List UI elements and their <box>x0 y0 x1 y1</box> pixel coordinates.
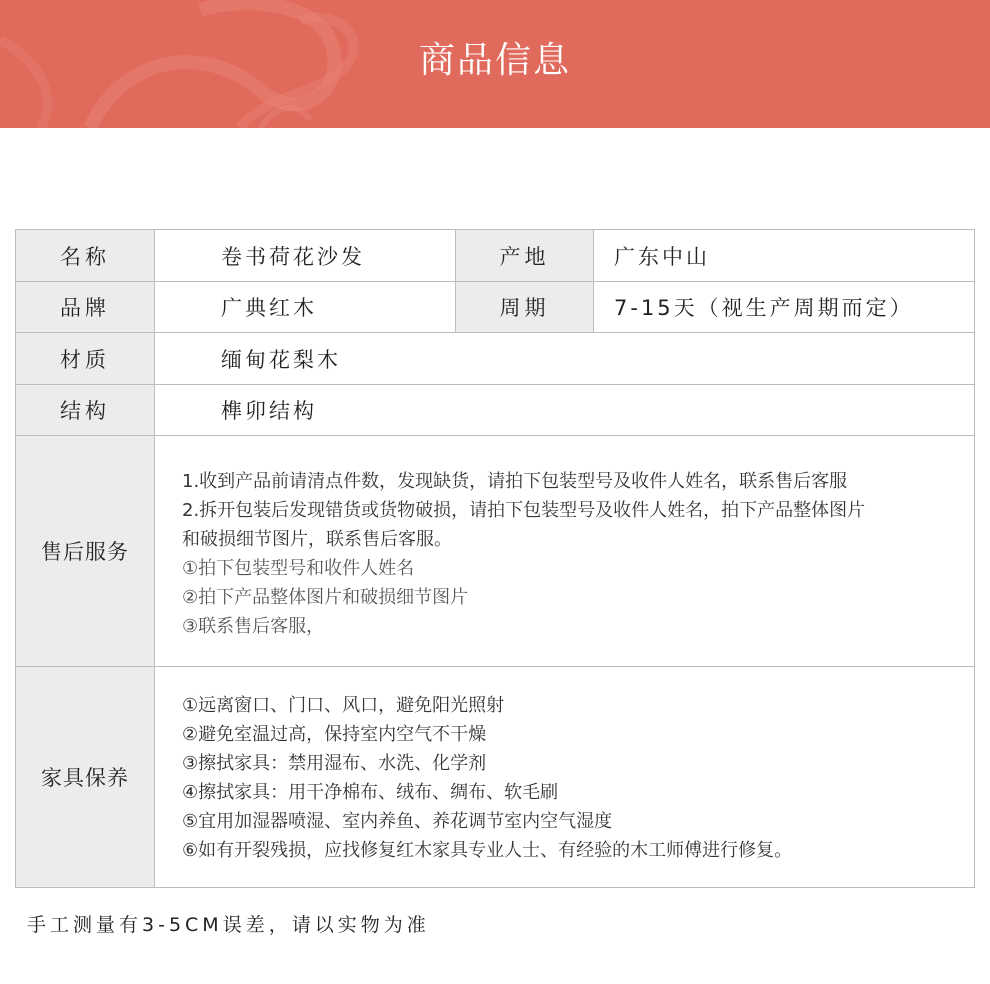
structure-value: 榫卯结构 <box>221 399 317 423</box>
after-sales-line: ②拍下产品整体图片和破损细节图片 <box>182 587 469 608</box>
measurement-note: 手工测量有3-5CM误差，请以实物为准 <box>27 914 430 936</box>
origin-label: 产地 <box>456 230 593 281</box>
after-sales-line: ①拍下包装型号和收件人姓名 <box>182 558 415 579</box>
brand-value: 广典红木 <box>221 296 317 320</box>
row-divider <box>16 384 974 385</box>
material-value: 缅甸花梨木 <box>221 347 341 372</box>
row-divider <box>16 332 974 333</box>
care-line: ①远离窗口、门口、风口，避免阳光照射 <box>182 695 505 716</box>
column-divider <box>154 230 155 887</box>
care-line: ⑥如有开裂残损，应找修复红木家具专业人士、有经验的木工师傅进行修复。 <box>182 840 793 861</box>
page-title: 商品信息 <box>418 39 571 81</box>
name-value: 卷书荷花沙发 <box>221 244 365 269</box>
product-info-table <box>15 229 975 888</box>
after-sales-line: 和破损细节图片，联系售后客服。 <box>182 529 452 550</box>
row-divider <box>16 435 974 436</box>
after-sales-label: 售后服务 <box>16 436 154 666</box>
header-banner <box>0 0 990 128</box>
care-line: ⑤宜用加湿器喷湿、室内养鱼、养花调节室内空气湿度 <box>182 811 613 832</box>
row-divider <box>16 666 974 667</box>
brand-label: 品牌 <box>16 282 154 332</box>
after-sales-line: ③联系售后客服， <box>182 616 325 637</box>
care-label: 家具保养 <box>16 667 154 887</box>
structure-label: 结构 <box>16 385 154 435</box>
period-label: 周期 <box>456 282 593 332</box>
care-line: ③擦拭家具：禁用湿布、水洗、化学剂 <box>182 753 487 774</box>
origin-value: 广东中山 <box>614 244 710 269</box>
row-divider <box>16 281 974 282</box>
name-label: 名称 <box>16 230 154 281</box>
after-sales-text <box>182 467 865 641</box>
material-label: 材质 <box>16 333 154 384</box>
after-sales-line: 2.拆开包装后发现错货或货物破损，请拍下包装型号及收件人姓名，拍下产品整体图片 <box>182 500 866 521</box>
care-line: ②避免室温过高，保持室内空气不干燥 <box>182 724 487 745</box>
care-line: ④擦拭家具：用干净棉布、绒布、绸布、软毛刷 <box>182 782 559 803</box>
period-value: 7-15天（视生产周期而定） <box>614 296 914 320</box>
care-text <box>182 691 792 865</box>
after-sales-line: 1.收到产品前请清点件数，发现缺货，请拍下包装型号及收件人姓名，联系售后客服 <box>182 471 848 492</box>
